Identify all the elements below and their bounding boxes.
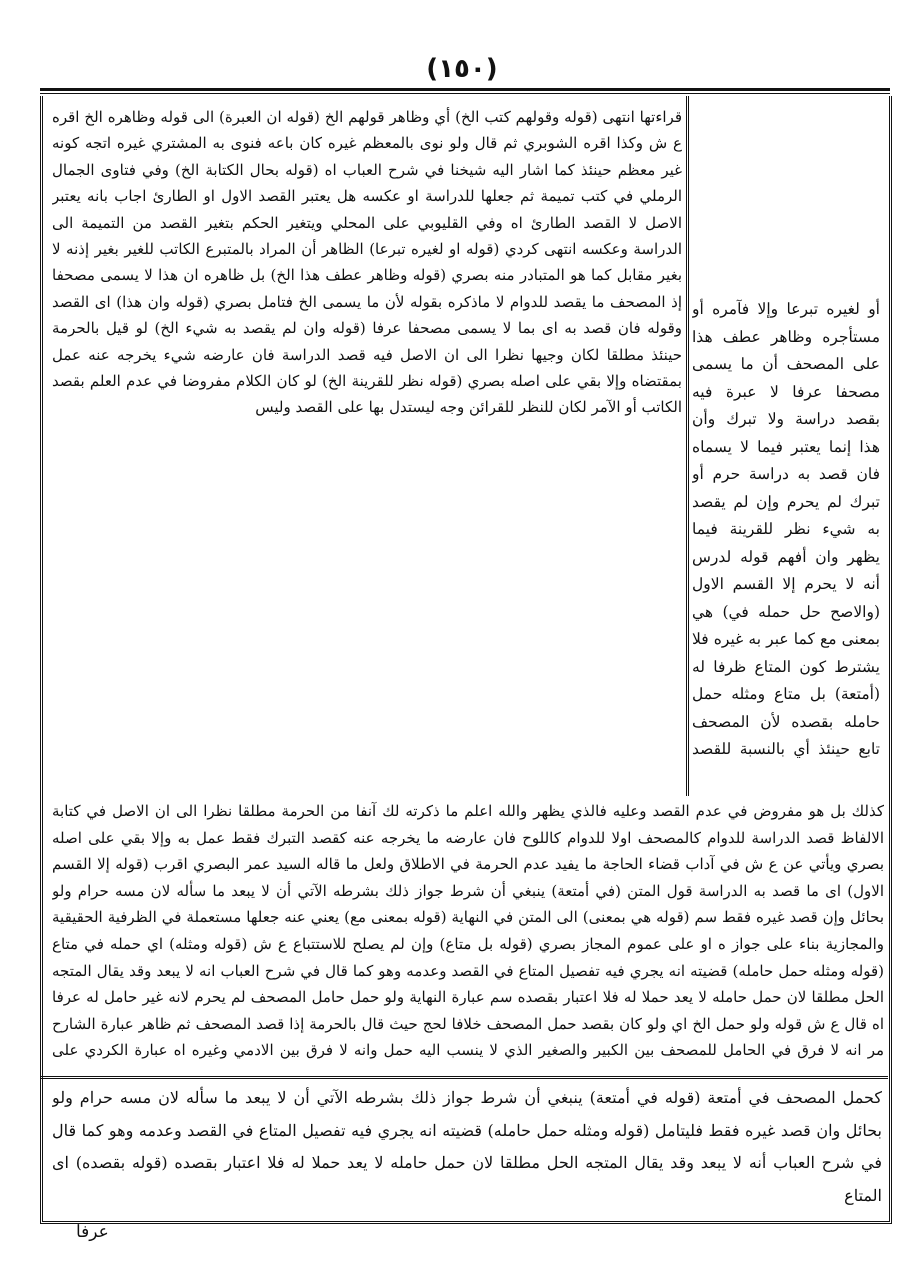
footnote-text: كحمل المصحف في أمتعة (قوله في أمتعة) ينبغي أن شرط جواز ذلك بشرطه الآتي أن لا يبعد ما سأله لان مسه حرام ولو بحائل وان قصد غيره فقط فليتامل (قوله ومثله حمل حامله) قضيته انه يجري فيه تفصيل المتاع في القصد وعدمه وهو كما قال في شرح العباب أنه لا يبعد وقد يقال المتجه الحل مطلقا لان حمل حامله لا يعد حملا له فلا اعتبار بقصده (قوله بقصده) اى المتاع bbox=[52, 1088, 882, 1205]
column-divider bbox=[686, 96, 689, 796]
header-rule bbox=[40, 88, 890, 91]
footnote-divider bbox=[40, 1076, 888, 1079]
catchword: عرفا bbox=[76, 1222, 109, 1242]
margin-matn-text: أو لغيره تبرعا وإلا فآمره أو مستأجره وظاهر عطف هذا على المصحف أن ما يسمى مصحفا عرفا لا عبرة فيه بقصد دراسة ولا تبرك وأن هذا إنما يعتبر فيما لا يسماه فان قصد به دراسة حرم أو تبرك لم يحرم وإن لم يقصد به شيء نظر للقرينة فيما يظهر وان أفهم قوله لدرس أنه لا يحرم إلا القسم الاول (والاصح حل حمله في) هي بمعنى مع كما عبر به غيره فلا يشترط كون المتاع ظرفا له (أمتعة) بل متاع ومثله حمل حامله بقصده لأن المصحف تابع حينئذ أي بالنسبة للقصد bbox=[692, 300, 880, 758]
main-commentary-text: قراءتها انتهى (قوله وقولهم كتب الخ) أي وظاهر قولهم الخ (قوله ان العبرة) الى قوله وظاهره الخ اقره ع ش وكذا اقره الشوبري ثم قال ولو نوى بالمعظم غيره كان باعه فنوى به المشتري غيره اتجه كونه غير معظم حينئذ كما اشار اليه شيخنا في شرح العباب اه (قوله بحال الكتابة الخ) وفي فتاوى الجمال الرملي في كتب تميمة ثم جعلها للدراسة او عكسه هل يعتبر القصد الاول او الطارئ اجاب بانه يعتبر الاصل لا القصد الطارئ اه وفي القليوبي على المحلي ويتغير الحكم بتغير القصد من التميمة الى الدراسة وعكسه انتهى كردي (قوله او لغيره تبرعا) الظاهر أن المراد بالمتبرع الكاتب للغير بغير إذنه لا بغير مقابل كما هو المتبادر منه بصري (قوله وظاهر عطف هذا الخ) بل ظاهره ان هذا لا يسمى مصحفا إذ المصحف ما يقصد للدوام لا ماذكره بقوله لأن ما يسمى الخ فتامل بصري (قوله وان هذا) اى القصد وقوله فان قصد به اى بما لا يسمى مصحفا عرفا (قوله وان لم يقصد به شيء الخ) لو قيل بالحرمة حينئذ مطلقا لكان وجيها نظرا الى ان الاصل فيه قصد الدراسة فان عارضه شيء يخرجه عنه عمل بمقتضاه وإلا بقي على اصله بصري (قوله نظر للقرينة الخ) لو كان الكلام مفروضا في عدم العلم بقصد الكاتب أو الآمر لكان للنظر للقرائن وجه ليستدل بها على القصد وليس bbox=[52, 108, 682, 417]
commentary-continuation-text: كذلك بل هو مفروض في عدم القصد وعليه فالذي يظهر والله اعلم ما ذكرته لك آنفا من الحرمة مطلقا نظرا الى ان الاصل في كتابة الالفاظ قصد الدراسة للدوام كالمصحف اولا للدوام كاللوح فان عارضه ما يخرجه عنه كقصد التبرك فقط عمل به وإلا بقي على اصله بصري ويأتي عن ع ش في آداب قضاء الحاجة ما يفيد عدم الحرمة في الاطلاق ولعل ما قاله السيد عمر البصري اقرب (قوله إلا القسم الاول) اى ما قصد به الدراسة قول المتن (في أمتعة) ينبغي أن شرط جواز ذلك بشرطه الآتي أن لا يبعد ما سأله لان مسه حرام ولو بحائل وإن قصد غيره فقط سم (قوله هي بمعنى) الى المتن في النهاية (قوله بمعنى مع) يعني عنه جعلها مستعملة في الظرفية الحقيقية والمجازية بناء على جواز ه او على عموم المجاز بصري (قوله بل متاع) وإن لم يصلح للاستتباع ع ش (قوله ومثله) اي حمله في متاع (قوله ومثله حمل حامله) قضيته انه يجري فيه تفصيل المتاع في القصد وعدمه وهو كما قال في شرح العباب انه لا يبعد وقد يقال المتجه الحل مطلقا لان حمل حامله لا يعد حملا له فلا اعتبار بقصده سم عبارة النهاية ولو حمل حامل المصحف لم يحرم لانه غير حامل له عرفا اه قال ع ش قوله ولو حمل الخ اي ولو كان بقصد حمل المصحف خلافا لحج حيث قال بالحرمة إذا قصد المصحف ثم ظاهر عبارة الشارح مر انه لا فرق في الحامل للمصحف بين الكبير والصغير الذي لا ينسب اليه حمل وانه لا فرق بين الادمي وغيره اه عبارة الكردي على bbox=[52, 802, 884, 1060]
page-number: (١٥٠) bbox=[426, 54, 498, 84]
header-rule-thin bbox=[40, 93, 890, 94]
